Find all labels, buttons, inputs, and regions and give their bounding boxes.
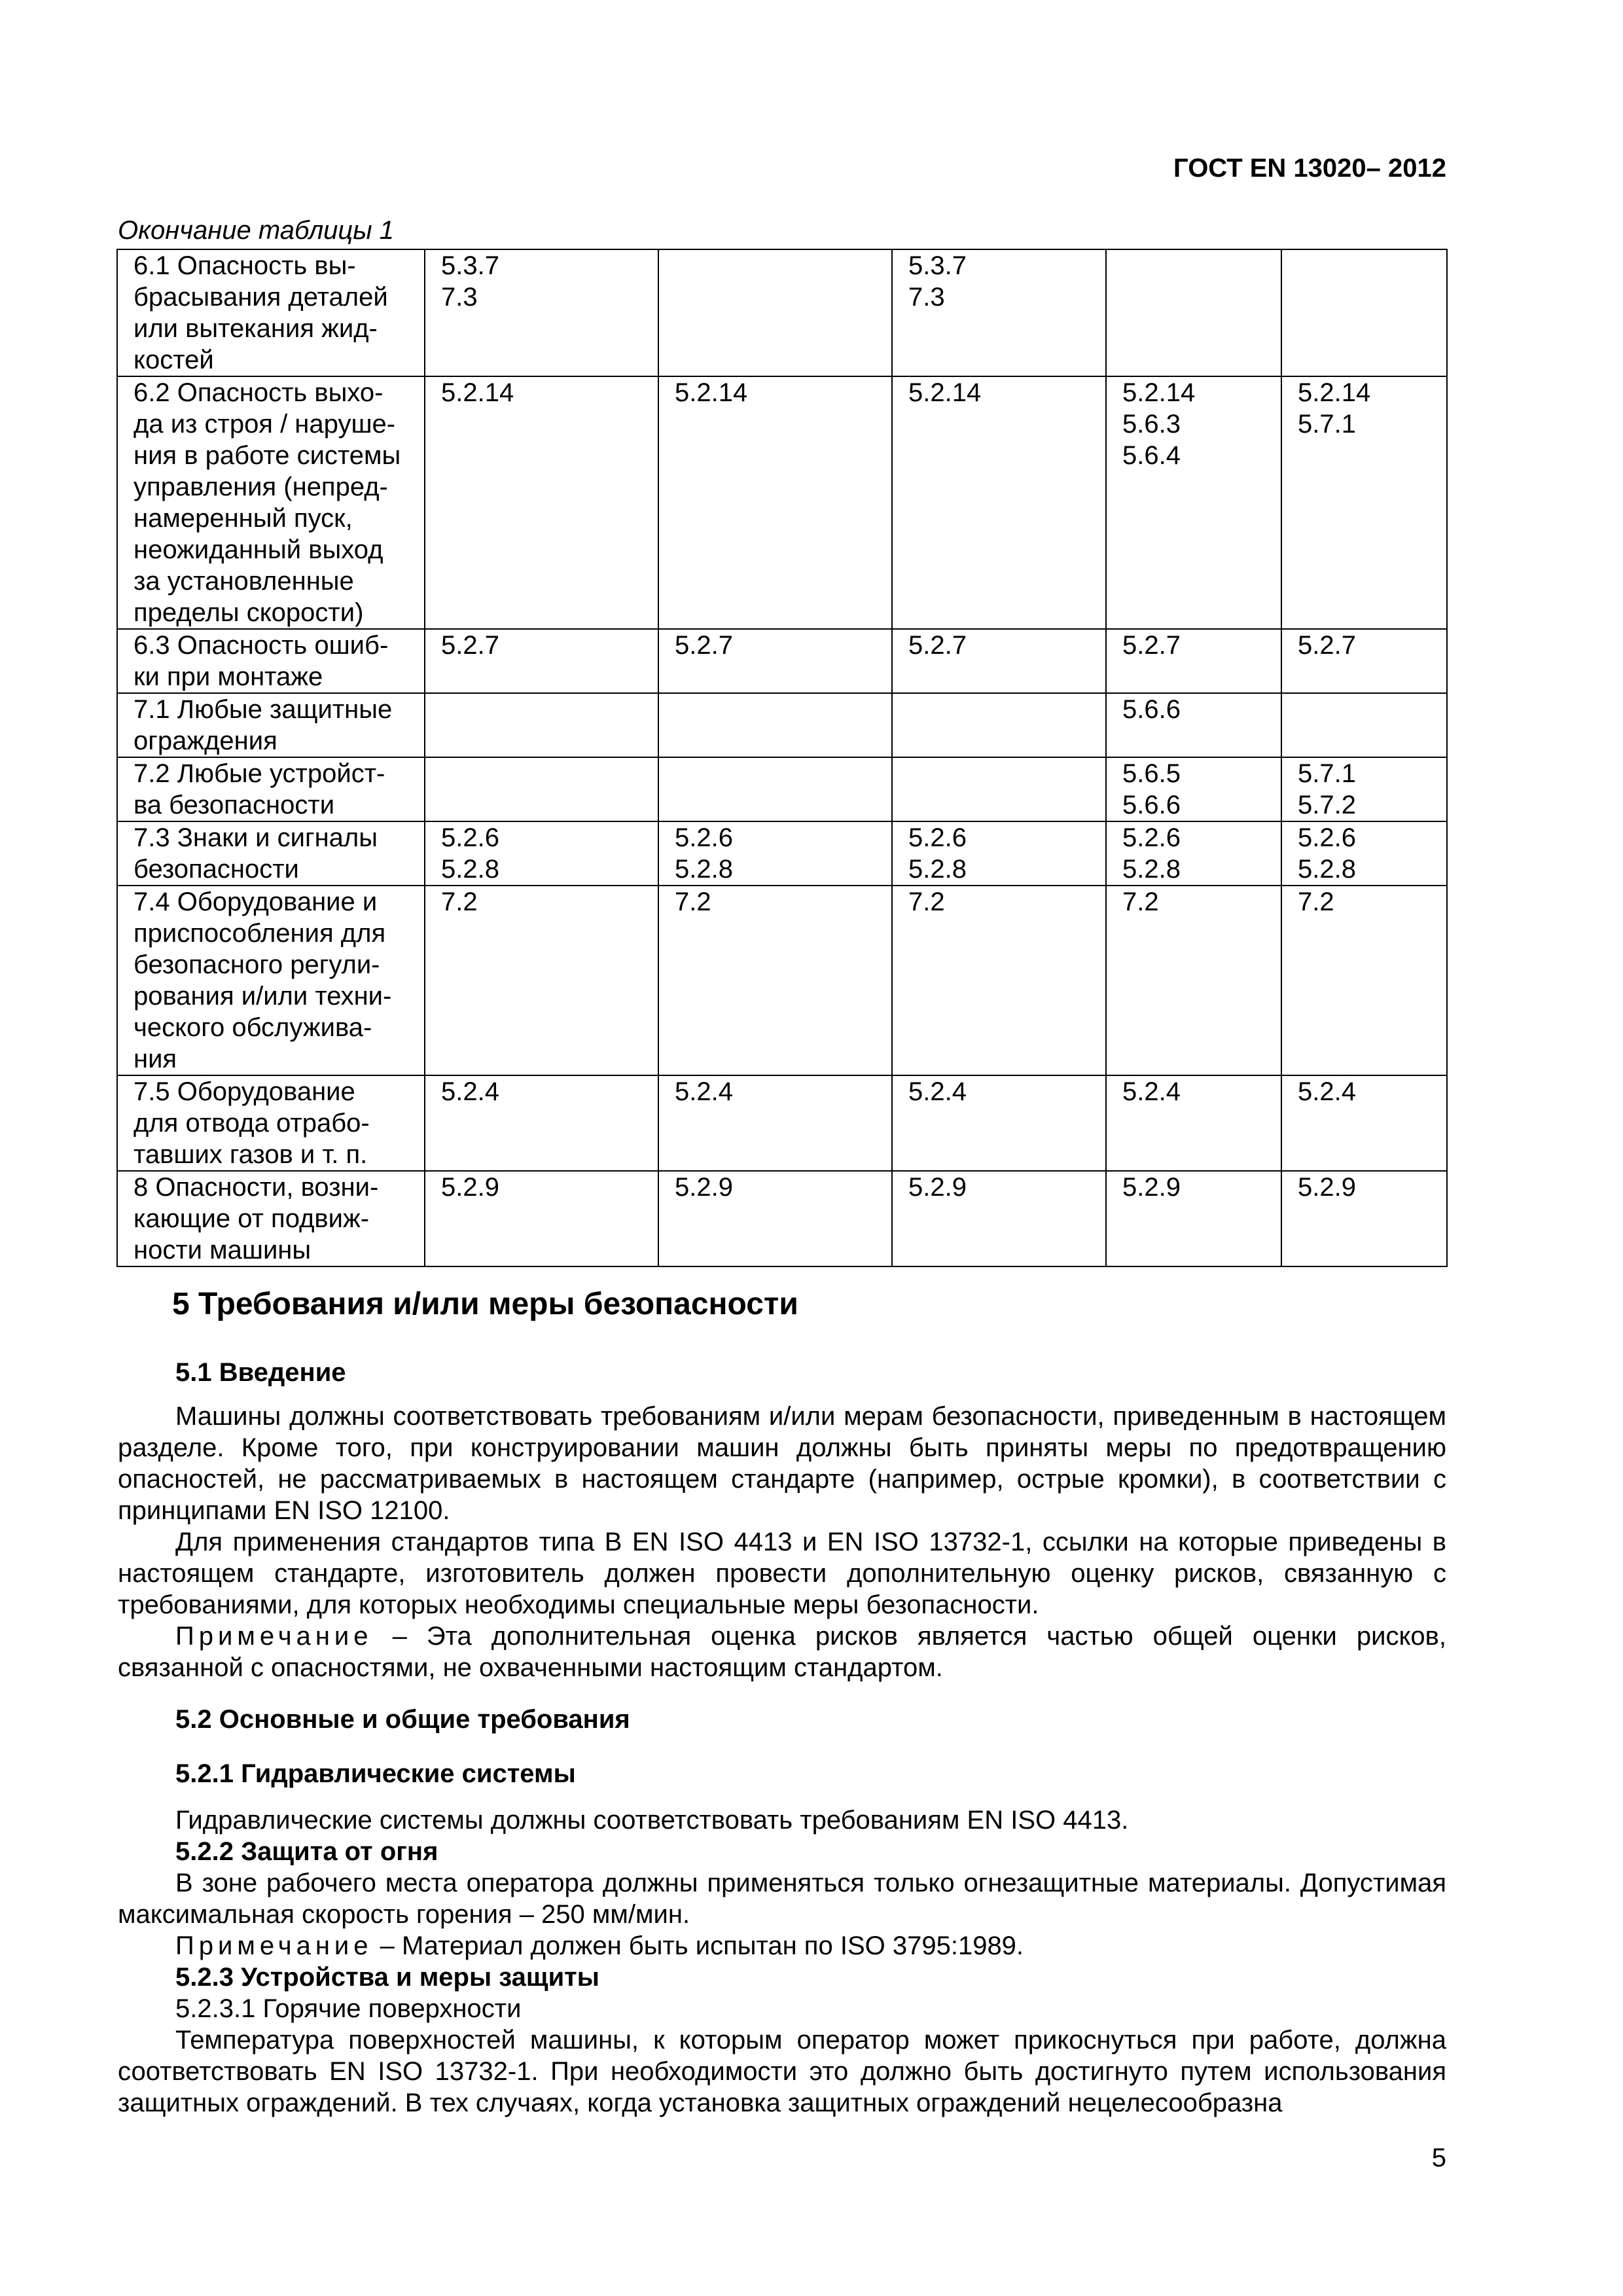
hazard-text: 8 Опасности, возни- bbox=[134, 1173, 379, 1202]
clause-cell bbox=[425, 1075, 658, 1171]
hazard-text: ки при монтаже bbox=[134, 662, 323, 691]
clause-cell bbox=[658, 629, 892, 693]
note bbox=[118, 1930, 1446, 1962]
clause-ref: 5.2.7 bbox=[1298, 631, 1356, 660]
clause-cell bbox=[1281, 1075, 1447, 1171]
clause-ref: 5.2.9 bbox=[675, 1173, 733, 1202]
hazard-text: 7.1 Любые защитные bbox=[134, 695, 393, 724]
hazard-text: ности машины bbox=[134, 1236, 312, 1265]
clause-ref: 5.7.2 bbox=[1298, 791, 1356, 819]
hazard-text: ния в работе системы bbox=[134, 441, 401, 470]
clause-ref: 5.7.1 bbox=[1298, 410, 1356, 439]
hazard-text: рования и/или техни- bbox=[134, 982, 392, 1011]
clause-ref: 5.2.14 bbox=[908, 378, 982, 407]
clause-cell bbox=[1281, 1171, 1447, 1266]
clause-cell bbox=[1106, 249, 1281, 376]
table-row bbox=[117, 693, 1447, 757]
clause-cell bbox=[1281, 693, 1447, 757]
hazard-text: ограждения bbox=[134, 726, 277, 755]
clause-ref: 5.2.4 bbox=[1298, 1077, 1356, 1106]
hazard-text: 7.3 Знаки и сигналы bbox=[134, 823, 378, 852]
clause-cell bbox=[892, 249, 1106, 376]
clause-ref: 5.6.5 bbox=[1122, 759, 1181, 788]
note-text: – Эта дополнительная оценка рисков является частью общей оценки рисков, связанной с опасностями, не охваченными настоящим стандартом. bbox=[118, 1622, 1446, 1682]
clause-ref: 5.6.4 bbox=[1122, 441, 1181, 470]
clause-ref: 5.2.7 bbox=[908, 631, 967, 660]
clause-cell bbox=[425, 821, 658, 886]
clause-cell bbox=[892, 886, 1106, 1075]
clause-cell bbox=[425, 376, 658, 629]
table-row bbox=[117, 376, 1447, 629]
hazard-cell bbox=[117, 693, 425, 757]
hazard-text: безопасности bbox=[134, 855, 299, 884]
clause-cell bbox=[1106, 1075, 1281, 1171]
clause-ref: 5.2.14 bbox=[1122, 378, 1196, 407]
clause-ref: 5.2.6 bbox=[441, 823, 499, 852]
clause-cell bbox=[425, 249, 658, 376]
hazard-text: 7.4 Оборудование и bbox=[134, 888, 378, 916]
clause-cell bbox=[658, 693, 892, 757]
table-row bbox=[117, 249, 1447, 376]
clause-ref: 5.3.7 bbox=[908, 251, 967, 280]
note-text: – Материал должен быть испытан по ISO 3795:1989. bbox=[372, 1931, 1024, 1960]
page-number: 5 bbox=[1431, 2144, 1446, 2172]
paragraph: Для применения стандартов типа B EN ISO 4413 и EN ISO 13732-1, ссылки на которые приведены в настоящем стандарте, изготовитель должен провести дополнительную оценку рисков, связанную с требованиями, для которых необходимы специальные меры безопасности. bbox=[118, 1528, 1446, 1619]
clause-ref: 5.2.14 bbox=[675, 378, 748, 407]
clause-cell bbox=[892, 757, 1106, 821]
clause-cell bbox=[1106, 693, 1281, 757]
section-5-2-title: 5.2 Основные и общие требования bbox=[175, 1705, 630, 1734]
clause-ref: 7.2 bbox=[441, 888, 478, 916]
paragraph: Гидравлические системы должны соответствовать требованиям EN ISO 4413. bbox=[175, 1806, 1129, 1835]
hazard-text: ва безопасности bbox=[134, 791, 335, 819]
clause-cell bbox=[1106, 821, 1281, 886]
table-row bbox=[117, 1075, 1447, 1171]
clause-ref: 5.2.8 bbox=[675, 855, 733, 884]
hazard-cell bbox=[117, 757, 425, 821]
clause-ref: 7.3 bbox=[908, 283, 945, 312]
clause-cell bbox=[1106, 376, 1281, 629]
hazard-table bbox=[116, 249, 1448, 1267]
clause-ref: 5.2.8 bbox=[908, 855, 967, 884]
paragraph: Машины должны соответствовать требованиям и/или мерам безопасности, приведенным в настоящем разделе. Кроме того, при конструировании машин должны быть приняты меры по предотвращению опасностей, не рассматриваемых в настоящем стандарте (например, острые кромки), в соответствии с принципами EN ISO 12100. bbox=[118, 1402, 1446, 1525]
clause-cell bbox=[425, 1171, 658, 1266]
hazard-text: управления (непред- bbox=[134, 473, 388, 501]
clause-cell bbox=[658, 249, 892, 376]
clause-cell bbox=[1281, 249, 1447, 376]
hazard-text: приспособления для bbox=[134, 919, 386, 948]
table-caption: Окончание таблицы 1 bbox=[118, 216, 395, 245]
clause-ref: 7.2 bbox=[1122, 888, 1159, 916]
table-row bbox=[117, 821, 1447, 886]
hazard-text: 6.3 Опасность ошиб- bbox=[134, 631, 389, 660]
section-5-title: 5 Требования и/или меры безопасности bbox=[172, 1287, 798, 1321]
section-5-2-1-title: 5.2.1 Гидравлические системы bbox=[175, 1759, 576, 1788]
clause-ref: 5.2.7 bbox=[441, 631, 499, 660]
clause-ref: 5.2.6 bbox=[1298, 823, 1356, 852]
clause-cell bbox=[1281, 376, 1447, 629]
section-5-2-2-title: 5.2.2 Защита от огня bbox=[175, 1837, 438, 1866]
hazard-text: за установленные bbox=[134, 567, 354, 596]
clause-cell bbox=[1106, 629, 1281, 693]
clause-ref: 5.7.1 bbox=[1298, 759, 1356, 788]
clause-ref: 5.2.6 bbox=[908, 823, 967, 852]
clause-ref: 5.6.6 bbox=[1122, 695, 1181, 724]
clause-cell bbox=[892, 821, 1106, 886]
clause-ref: 5.2.8 bbox=[441, 855, 499, 884]
hazard-cell bbox=[117, 1075, 425, 1171]
note-label: Примечание bbox=[175, 1931, 373, 1960]
hazard-cell bbox=[117, 376, 425, 629]
hazard-text: костей bbox=[134, 346, 214, 374]
hazard-cell bbox=[117, 886, 425, 1075]
section-5-2-3-title: 5.2.3 Устройства и меры защиты bbox=[175, 1963, 599, 1992]
note-label: Примечание bbox=[175, 1622, 373, 1651]
clause-ref: 5.2.4 bbox=[1122, 1077, 1181, 1106]
clause-cell bbox=[892, 1171, 1106, 1266]
paragraph: В зоне рабочего места оператора должны применяться только огнезащитные материалы. Допустимая максимальная скорость горения – 250 мм/мин. bbox=[118, 1869, 1446, 1929]
hazard-cell bbox=[117, 249, 425, 376]
clause-cell bbox=[892, 693, 1106, 757]
standard-designation: ГОСТ EN 13020– 2012 bbox=[1173, 154, 1446, 183]
hazard-text: да из строя / наруше- bbox=[134, 410, 396, 439]
clause-ref: 7.2 bbox=[908, 888, 945, 916]
clause-cell bbox=[1106, 757, 1281, 821]
clause-cell bbox=[658, 757, 892, 821]
clause-cell bbox=[425, 629, 658, 693]
clause-ref: 7.2 bbox=[675, 888, 711, 916]
note bbox=[118, 1621, 1446, 1683]
clause-cell bbox=[658, 1075, 892, 1171]
clause-ref: 5.2.14 bbox=[1298, 378, 1371, 407]
table-row bbox=[117, 629, 1447, 693]
hazard-text: 7.2 Любые устройст- bbox=[134, 759, 385, 788]
clause-ref: 5.2.4 bbox=[441, 1077, 499, 1106]
hazard-text: пределы скорости) bbox=[134, 598, 364, 627]
paragraph: Температура поверхностей машины, к которым оператор может прикоснуться при работе, должна соответствовать EN ISO 13732-1. При необходимости это должно быть достигнуто путем использования защитных ограждений. В тех случаях, когда установка защитных ограждений нецелесообразна bbox=[118, 2026, 1446, 2117]
clause-cell bbox=[1106, 1171, 1281, 1266]
clause-ref: 5.2.9 bbox=[1122, 1173, 1181, 1202]
clause-cell bbox=[892, 1075, 1106, 1171]
clause-cell bbox=[1281, 886, 1447, 1075]
clause-cell bbox=[658, 376, 892, 629]
hazard-text: безопасного регули- bbox=[134, 950, 380, 979]
hazard-cell bbox=[117, 821, 425, 886]
clause-ref: 5.2.9 bbox=[908, 1173, 967, 1202]
clause-cell bbox=[658, 821, 892, 886]
clause-ref: 5.2.8 bbox=[1298, 855, 1356, 884]
clause-cell bbox=[892, 376, 1106, 629]
section-5-2-3-1-title: 5.2.3.1 Горячие поверхности bbox=[175, 1994, 522, 2023]
hazard-cell bbox=[117, 629, 425, 693]
hazard-text: для отвода отрабо- bbox=[134, 1109, 370, 1138]
table-row bbox=[117, 886, 1447, 1075]
clause-ref: 5.2.9 bbox=[441, 1173, 499, 1202]
clause-ref: 7.3 bbox=[441, 283, 478, 312]
hazard-text: 6.2 Опасность выхо- bbox=[134, 378, 383, 407]
hazard-text: ческого обслужива- bbox=[134, 1013, 372, 1042]
clause-cell bbox=[425, 757, 658, 821]
clause-cell bbox=[1106, 886, 1281, 1075]
clause-ref: 5.2.7 bbox=[675, 631, 733, 660]
section-5-1-body bbox=[118, 1401, 1446, 1683]
clause-ref: 5.3.7 bbox=[441, 251, 499, 280]
clause-ref: 5.2.14 bbox=[441, 378, 514, 407]
clause-ref: 5.2.6 bbox=[1122, 823, 1181, 852]
clause-cell bbox=[1281, 821, 1447, 886]
hazard-text: неожиданный выход bbox=[134, 535, 383, 564]
table-row bbox=[117, 1171, 1447, 1266]
clause-ref: 5.2.4 bbox=[675, 1077, 733, 1106]
hazard-text: тавших газов и т. п. bbox=[134, 1140, 368, 1169]
table-row bbox=[117, 757, 1447, 821]
clause-cell bbox=[425, 693, 658, 757]
clause-ref: 5.2.8 bbox=[1122, 855, 1181, 884]
hazard-text: кающие от подвиж- bbox=[134, 1204, 370, 1233]
clause-cell bbox=[425, 886, 658, 1075]
clause-cell bbox=[1281, 629, 1447, 693]
clause-cell bbox=[658, 886, 892, 1075]
clause-cell bbox=[658, 1171, 892, 1266]
hazard-text: ния bbox=[134, 1045, 177, 1073]
clause-ref: 5.6.3 bbox=[1122, 410, 1181, 439]
hazard-text: 6.1 Опасность вы- bbox=[134, 251, 356, 280]
clause-ref: 5.6.6 bbox=[1122, 791, 1181, 819]
clause-ref: 5.2.4 bbox=[908, 1077, 967, 1106]
clause-ref: 7.2 bbox=[1298, 888, 1334, 916]
clause-cell bbox=[892, 629, 1106, 693]
hazard-text: намеренный пуск, bbox=[134, 504, 353, 533]
clause-ref: 5.2.9 bbox=[1298, 1173, 1356, 1202]
hazard-text: брасывания деталей bbox=[134, 283, 388, 312]
hazard-cell bbox=[117, 1171, 425, 1266]
section-5-1-title: 5.1 Введение bbox=[175, 1358, 346, 1387]
clause-ref: 5.2.7 bbox=[1122, 631, 1181, 660]
hazard-text: или вытекания жид- bbox=[134, 314, 378, 343]
clause-cell bbox=[1281, 757, 1447, 821]
section-5-2-body bbox=[118, 1804, 1446, 2119]
hazard-text: 7.5 Оборудование bbox=[134, 1077, 355, 1106]
clause-ref: 5.2.6 bbox=[675, 823, 733, 852]
